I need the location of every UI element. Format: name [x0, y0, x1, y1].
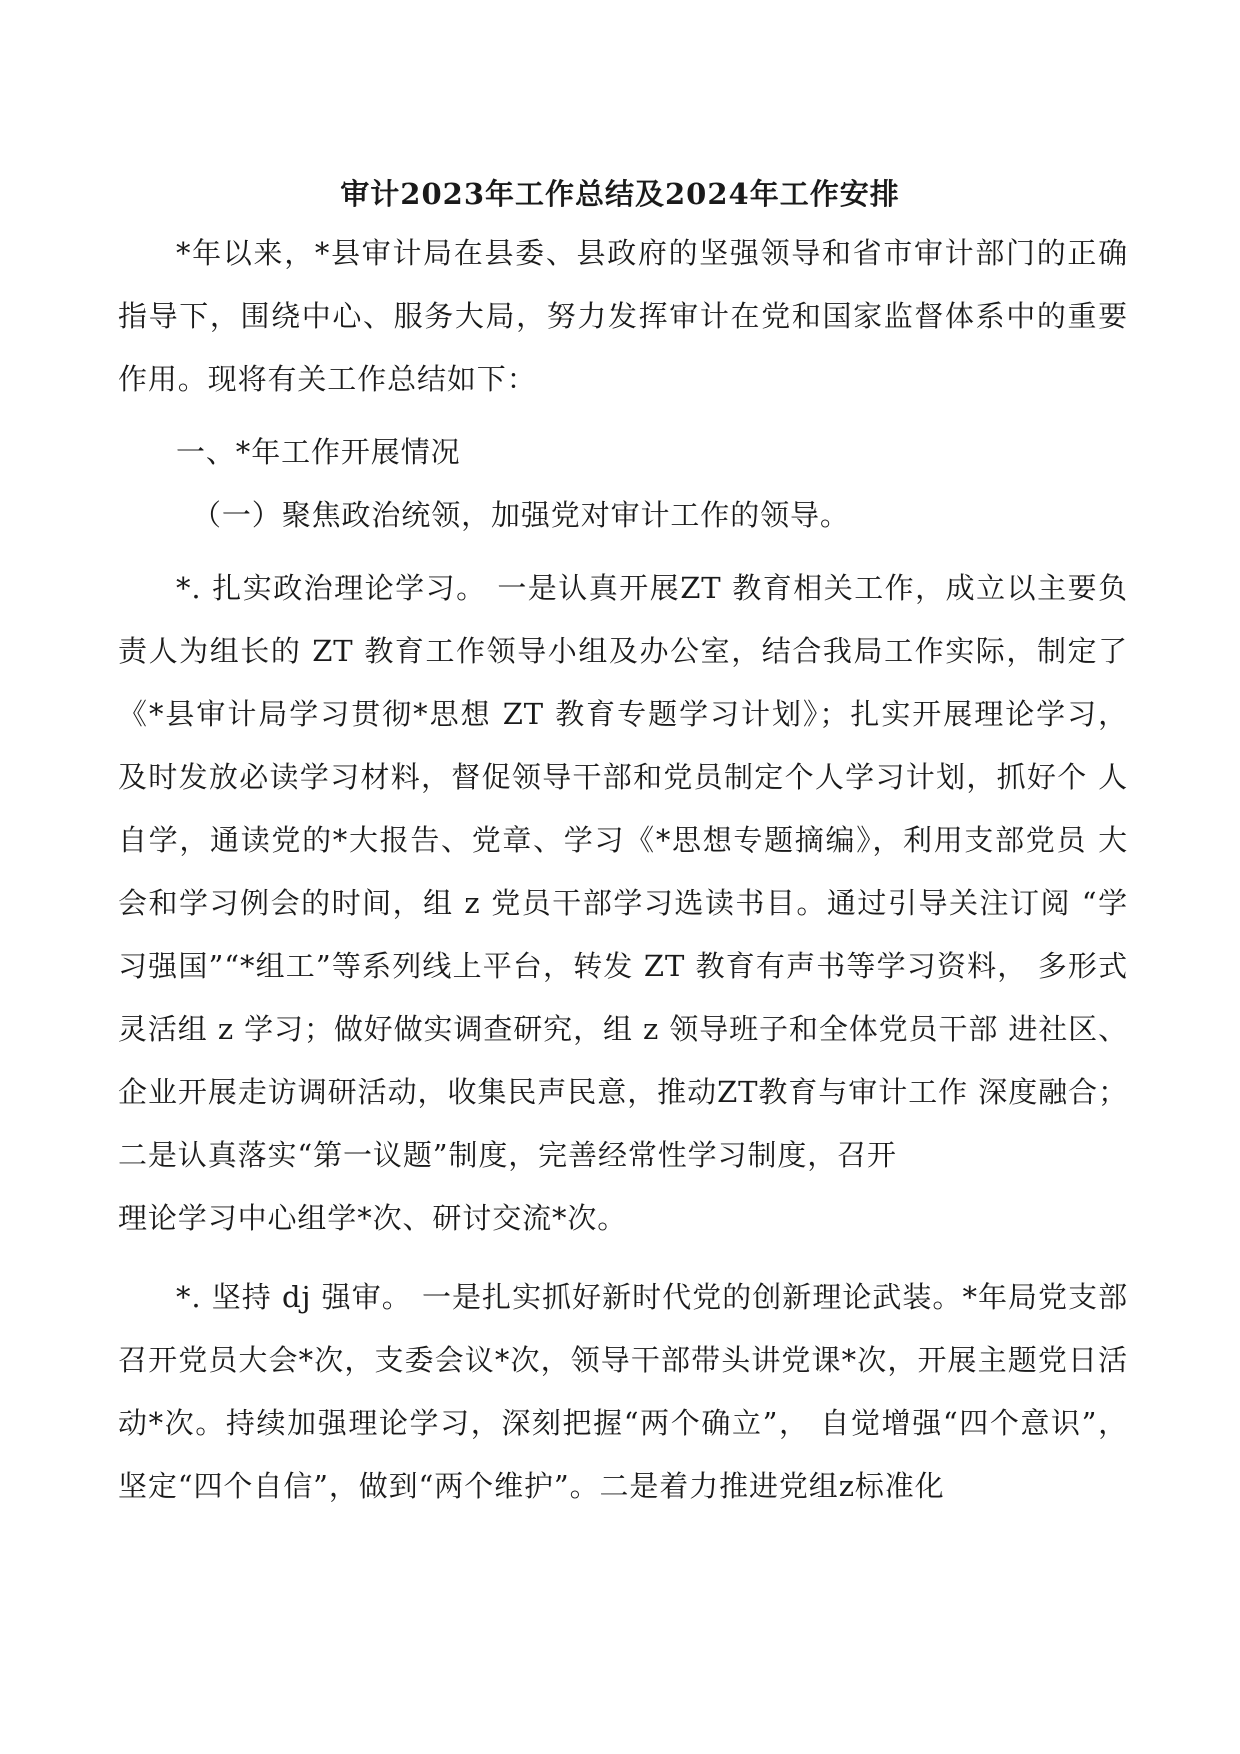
- document-body: [118, 222, 1128, 1518]
- paragraph-item-2: *. 坚持 dj 强审。 一是扎实抓好新时代党的创新理论武装。*年局党支部召开党员大会*次，支委会议*次，领导干部带头讲党课*次，开展主题党日活动*次。持续加强理论学习，深刻把握“两个确立”， 自觉增强“四个意识”，坚定“四个自信”，做到“两个维护”。二是着力推进党组z标准化: [118, 1280, 1128, 1503]
- paragraph-item-1-tail: 理论学习中心组学*次、研讨交流*次。: [118, 1201, 628, 1235]
- section-heading-1: 一、*年工作开展情况: [176, 435, 461, 469]
- paragraph-item-1: *. 扎实政治理论学习。 一是认真开展ZT 教育相关工作，成立以主要负 责人为组长的 ZT 教育工作领导小组及办公室，结合我局工作实际，制定了 《*县审计局学习贯彻*思想 ZT 教育专题学习计划》；扎实开展理论学习， 及时发放必读学习材料，督促领导干部和党员制定个人学习计划，抓好个 人自学，通读党的*大报告、党章、学习《*思想专题摘编》，利用支部党员 大会和学习例会的时间，组 z 党员干部学习选读书目。通过引导关注订阅 “学习强国”“*组工”等系列线上平台，转发 ZT 教育有声书等学习资料， 多形式灵活组 z 学习；做好做实调查研究，组 z 领导班子和全体党员干部 进社区、企业开展走访调研活动，收集民声民意，推动ZT教育与审计工作 深度融合；二是认真落实“第一议题”制度，完善经常性学习制度，召开: [118, 571, 1128, 1172]
- paragraph-intro: *年以来，*县审计局在县委、县政府的坚强领导和省市审计部门的正确指导下，围绕中心、服务大局，努力发挥审计在党和国家监督体系中的重要作用。现将有关工作总结如下：: [118, 236, 1128, 396]
- document-title: 审计2023年工作总结及2024年工作安排: [340, 177, 900, 211]
- subsection-heading-1: （一）聚焦政治统领，加强党对审计工作的领导。: [192, 498, 850, 532]
